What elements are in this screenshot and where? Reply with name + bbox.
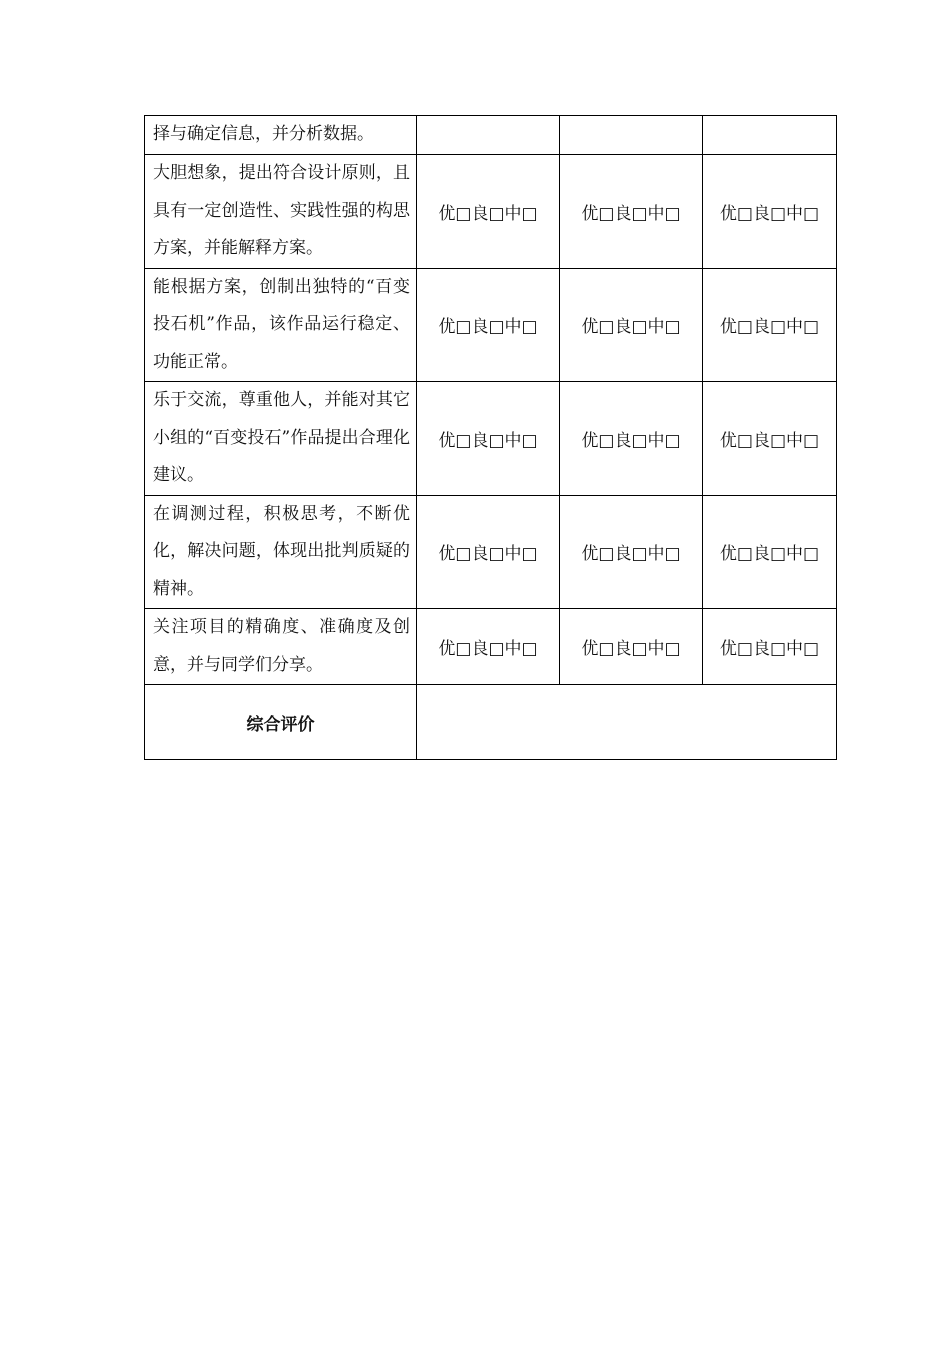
criterion-cell: 关注项目的精确度、准确度及创意，并与同学们分享。 xyxy=(145,609,417,685)
criterion-cell: 大胆想象，提出符合设计原则，且具有一定创造性、实践性强的构思方案，并能解释方案。 xyxy=(145,155,417,269)
rating-cell[interactable]: 优□良□中□ xyxy=(417,155,560,269)
table-row xyxy=(145,268,837,382)
summary-value[interactable] xyxy=(417,685,837,760)
table-row xyxy=(145,116,837,155)
criterion-cell: 乐于交流，尊重他人，并能对其它小组的“百变投石”作品提出合理化建议。 xyxy=(145,382,417,496)
rating-cell[interactable]: 优□良□中□ xyxy=(560,495,703,609)
rating-cell[interactable]: 优□良□中□ xyxy=(703,609,837,685)
rating-cell[interactable]: 优□良□中□ xyxy=(560,155,703,269)
rating-cell[interactable]: 优□良□中□ xyxy=(417,495,560,609)
table-row xyxy=(145,382,837,496)
rating-cell[interactable]: 优□良□中□ xyxy=(417,382,560,496)
rating-cell xyxy=(703,116,837,155)
rating-cell[interactable]: 优□良□中□ xyxy=(703,382,837,496)
rating-cell[interactable]: 优□良□中□ xyxy=(417,609,560,685)
rating-cell[interactable]: 优□良□中□ xyxy=(560,609,703,685)
criterion-cell: 能根据方案，创制出独特的“百变投石机”作品，该作品运行稳定、功能正常。 xyxy=(145,268,417,382)
summary-label: 综合评价 xyxy=(145,685,417,760)
rating-cell[interactable]: 优□良□中□ xyxy=(417,268,560,382)
rating-cell xyxy=(560,116,703,155)
summary-row xyxy=(145,685,837,760)
criterion-cell: 择与确定信息，并分析数据。 xyxy=(145,116,417,155)
evaluation-table xyxy=(144,115,837,760)
rating-cell xyxy=(417,116,560,155)
rating-cell[interactable]: 优□良□中□ xyxy=(703,155,837,269)
table-row xyxy=(145,495,837,609)
rating-cell[interactable]: 优□良□中□ xyxy=(560,382,703,496)
rating-cell[interactable]: 优□良□中□ xyxy=(703,268,837,382)
rating-cell[interactable]: 优□良□中□ xyxy=(703,495,837,609)
table-row xyxy=(145,609,837,685)
table-row xyxy=(145,155,837,269)
criterion-cell: 在调测过程，积极思考，不断优化，解决问题，体现出批判质疑的精神。 xyxy=(145,495,417,609)
rating-cell[interactable]: 优□良□中□ xyxy=(560,268,703,382)
